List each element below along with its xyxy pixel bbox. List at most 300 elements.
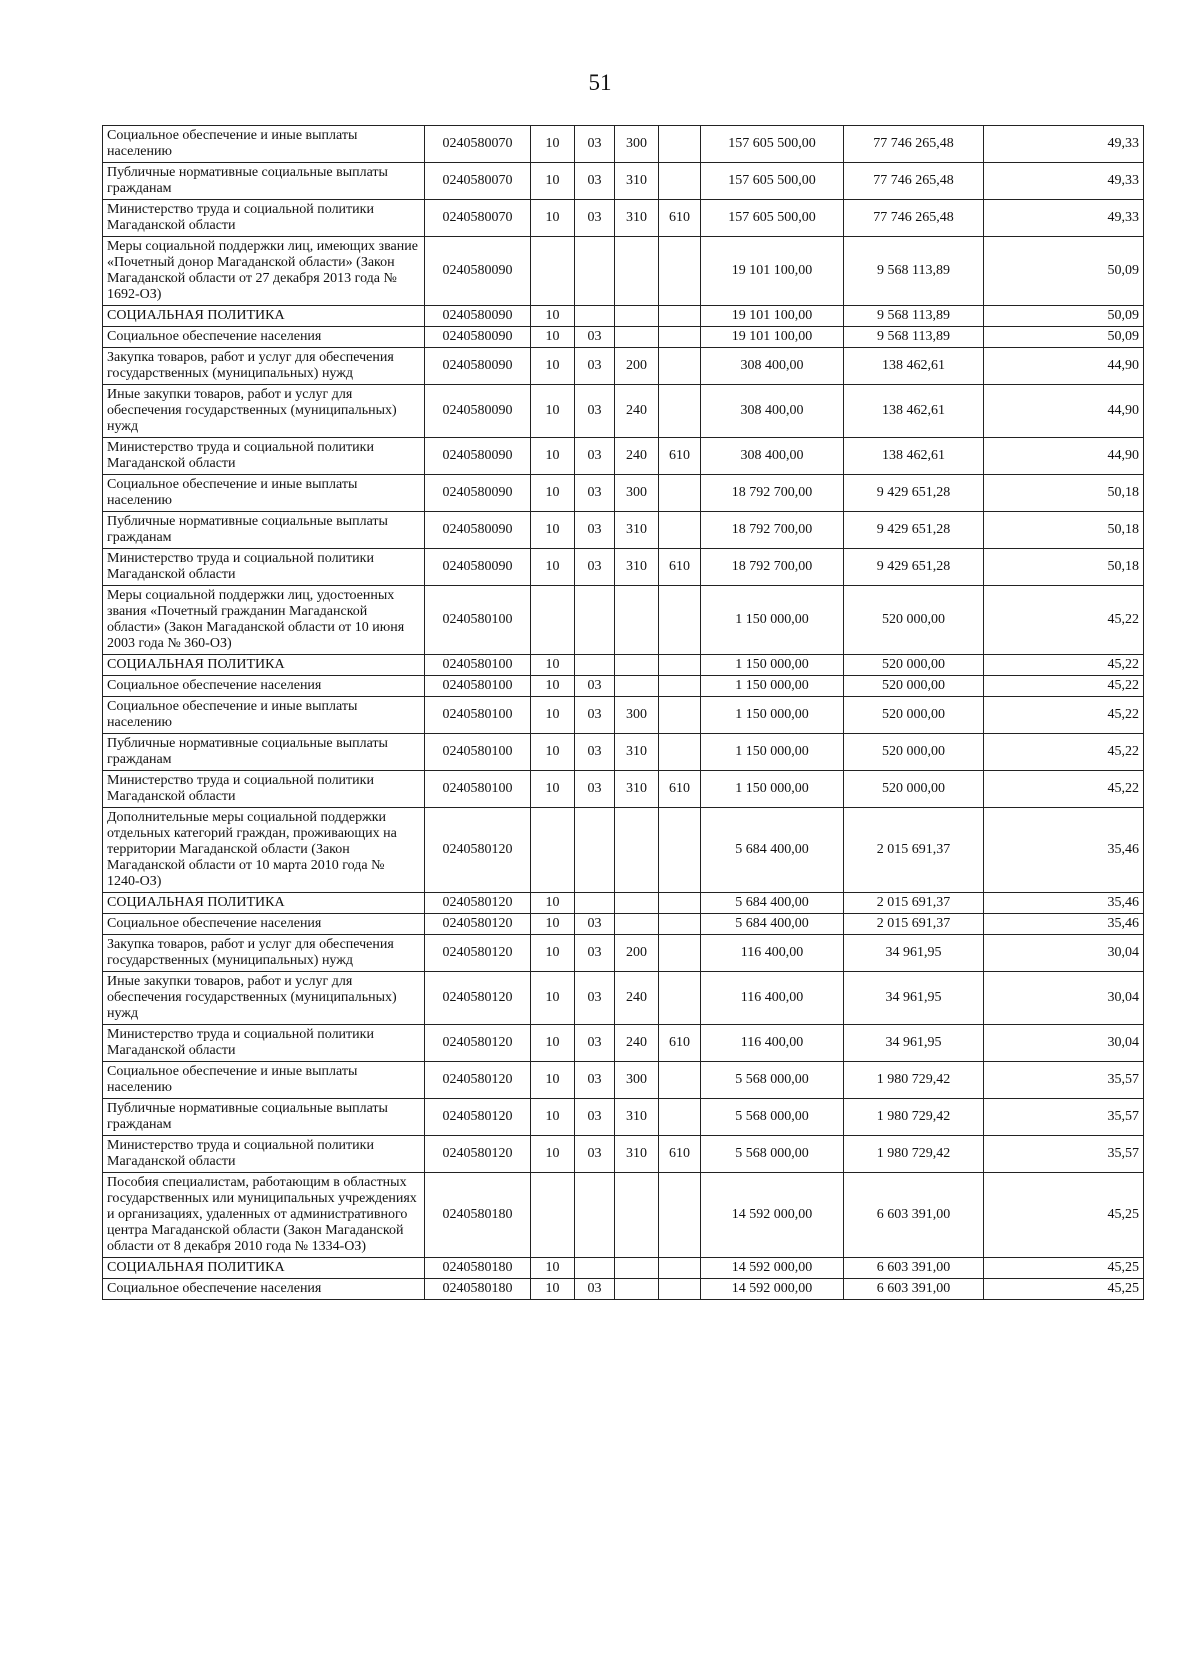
expense-type-code-cell: 200 [615,935,659,972]
subsection-code-cell: 03 [575,163,615,200]
table-row [103,893,1144,914]
target-article-code-cell: 0240580120 [425,914,531,935]
section-code-cell: 10 [531,914,575,935]
expenditure-name-cell: Министерство труда и социальной политики Магаданской области [103,1025,425,1062]
target-article-code-cell: 0240580100 [425,586,531,655]
table-row [103,1062,1144,1099]
expense-type-code-cell [615,676,659,697]
planned-amount-cell: 157 605 500,00 [701,200,844,237]
expenditure-name-cell: Иные закупки товаров, работ и услуг для обеспечения государственных (муниципальных) нужд [103,972,425,1025]
expenditure-name-cell: СОЦИАЛЬНАЯ ПОЛИТИКА [103,306,425,327]
administrator-code-cell [659,1279,701,1300]
planned-amount-cell: 5 568 000,00 [701,1136,844,1173]
section-code-cell [531,1173,575,1258]
target-article-code-cell: 0240580100 [425,655,531,676]
expenditure-name-cell: Министерство труда и социальной политики Магаданской области [103,549,425,586]
table-row [103,327,1144,348]
table-row [103,935,1144,972]
planned-amount-cell: 5 568 000,00 [701,1099,844,1136]
actual-amount-cell: 1 980 729,42 [844,1062,984,1099]
execution-percent-cell: 44,90 [984,385,1144,438]
expense-type-code-cell: 310 [615,1099,659,1136]
expense-type-code-cell: 300 [615,475,659,512]
expenditure-name-cell: Социальное обеспечение населения [103,327,425,348]
execution-percent-cell: 50,18 [984,549,1144,586]
execution-percent-cell: 35,46 [984,893,1144,914]
expenditure-name-cell: Меры социальной поддержки лиц, имеющих звание «Почетный донор Магаданской области» (Закон Магаданской области от 27 декабря 2013 года № 1692-ОЗ) [103,237,425,306]
expenditure-name-cell: Дополнительные меры социальной поддержки отдельных категорий граждан, проживающих на территории Магаданской области (Закон Магаданской области от 10 марта 2010 года № 1240-ОЗ) [103,808,425,893]
execution-percent-cell: 45,22 [984,586,1144,655]
table-row [103,734,1144,771]
expenditure-name-cell: Публичные нормативные социальные выплаты гражданам [103,1099,425,1136]
expenditure-name-cell: Публичные нормативные социальные выплаты гражданам [103,512,425,549]
expenditure-name-cell: Социальное обеспечение и иные выплаты населению [103,1062,425,1099]
table-row [103,1136,1144,1173]
actual-amount-cell: 2 015 691,37 [844,808,984,893]
execution-percent-cell: 50,18 [984,475,1144,512]
actual-amount-cell: 9 429 651,28 [844,475,984,512]
execution-percent-cell: 30,04 [984,935,1144,972]
target-article-code-cell: 0240580090 [425,237,531,306]
section-code-cell: 10 [531,475,575,512]
subsection-code-cell: 03 [575,385,615,438]
administrator-code-cell [659,972,701,1025]
actual-amount-cell: 520 000,00 [844,771,984,808]
expense-type-code-cell: 310 [615,549,659,586]
administrator-code-cell [659,935,701,972]
expense-type-code-cell: 310 [615,512,659,549]
expense-type-code-cell [615,306,659,327]
subsection-code-cell: 03 [575,771,615,808]
administrator-code-cell [659,1258,701,1279]
subsection-code-cell: 03 [575,200,615,237]
expenditure-name-cell: Социальное обеспечение населения [103,676,425,697]
expense-type-code-cell: 300 [615,697,659,734]
administrator-code-cell [659,914,701,935]
subsection-code-cell: 03 [575,512,615,549]
execution-percent-cell: 50,09 [984,306,1144,327]
target-article-code-cell: 0240580100 [425,734,531,771]
expense-type-code-cell [615,1258,659,1279]
section-code-cell: 10 [531,327,575,348]
expenditure-name-cell: СОЦИАЛЬНАЯ ПОЛИТИКА [103,893,425,914]
budget-execution-table [102,125,1144,1300]
administrator-code-cell: 610 [659,771,701,808]
table-row [103,306,1144,327]
administrator-code-cell [659,893,701,914]
subsection-code-cell: 03 [575,438,615,475]
section-code-cell: 10 [531,697,575,734]
subsection-code-cell: 03 [575,1279,615,1300]
execution-percent-cell: 35,57 [984,1099,1144,1136]
expense-type-code-cell [615,237,659,306]
section-code-cell: 10 [531,1025,575,1062]
target-article-code-cell: 0240580180 [425,1173,531,1258]
administrator-code-cell [659,697,701,734]
execution-percent-cell: 49,33 [984,163,1144,200]
section-code-cell: 10 [531,163,575,200]
actual-amount-cell: 138 462,61 [844,385,984,438]
expenditure-name-cell: Закупка товаров, работ и услуг для обеспечения государственных (муниципальных) нужд [103,348,425,385]
table-row [103,808,1144,893]
target-article-code-cell: 0240580090 [425,512,531,549]
planned-amount-cell: 1 150 000,00 [701,697,844,734]
planned-amount-cell: 14 592 000,00 [701,1173,844,1258]
execution-percent-cell: 50,09 [984,327,1144,348]
expenditure-name-cell: Министерство труда и социальной политики Магаданской области [103,1136,425,1173]
planned-amount-cell: 19 101 100,00 [701,306,844,327]
planned-amount-cell: 19 101 100,00 [701,327,844,348]
expenditure-name-cell: Министерство труда и социальной политики Магаданской области [103,200,425,237]
expense-type-code-cell [615,655,659,676]
subsection-code-cell: 03 [575,126,615,163]
actual-amount-cell: 77 746 265,48 [844,163,984,200]
target-article-code-cell: 0240580070 [425,200,531,237]
table-row [103,200,1144,237]
actual-amount-cell: 1 980 729,42 [844,1136,984,1173]
execution-percent-cell: 45,25 [984,1173,1144,1258]
subsection-code-cell [575,1173,615,1258]
section-code-cell: 10 [531,935,575,972]
subsection-code-cell [575,1258,615,1279]
expense-type-code-cell: 240 [615,438,659,475]
planned-amount-cell: 1 150 000,00 [701,655,844,676]
administrator-code-cell: 610 [659,438,701,475]
execution-percent-cell: 45,22 [984,655,1144,676]
administrator-code-cell [659,676,701,697]
subsection-code-cell: 03 [575,327,615,348]
execution-percent-cell: 35,57 [984,1136,1144,1173]
actual-amount-cell: 9 568 113,89 [844,327,984,348]
actual-amount-cell: 6 603 391,00 [844,1279,984,1300]
administrator-code-cell [659,808,701,893]
table-row [103,1279,1144,1300]
table-row [103,438,1144,475]
execution-percent-cell: 50,09 [984,237,1144,306]
execution-percent-cell: 45,22 [984,734,1144,771]
actual-amount-cell: 520 000,00 [844,655,984,676]
expense-type-code-cell [615,1173,659,1258]
actual-amount-cell: 34 961,95 [844,972,984,1025]
table-row [103,512,1144,549]
target-article-code-cell: 0240580120 [425,972,531,1025]
administrator-code-cell: 610 [659,549,701,586]
target-article-code-cell: 0240580120 [425,1136,531,1173]
administrator-code-cell: 610 [659,200,701,237]
expense-type-code-cell [615,327,659,348]
actual-amount-cell: 34 961,95 [844,1025,984,1062]
target-article-code-cell: 0240580180 [425,1258,531,1279]
table-row [103,348,1144,385]
administrator-code-cell: 610 [659,1136,701,1173]
execution-percent-cell: 44,90 [984,348,1144,385]
execution-percent-cell: 45,22 [984,697,1144,734]
expense-type-code-cell: 310 [615,1136,659,1173]
table-row [103,549,1144,586]
planned-amount-cell: 157 605 500,00 [701,163,844,200]
section-code-cell: 10 [531,734,575,771]
table-row [103,1025,1144,1062]
target-article-code-cell: 0240580070 [425,163,531,200]
actual-amount-cell: 6 603 391,00 [844,1258,984,1279]
section-code-cell: 10 [531,1062,575,1099]
planned-amount-cell: 116 400,00 [701,972,844,1025]
planned-amount-cell: 18 792 700,00 [701,475,844,512]
target-article-code-cell: 0240580070 [425,126,531,163]
expenditure-name-cell: Министерство труда и социальной политики Магаданской области [103,771,425,808]
execution-percent-cell: 35,46 [984,808,1144,893]
actual-amount-cell: 77 746 265,48 [844,200,984,237]
target-article-code-cell: 0240580180 [425,1279,531,1300]
actual-amount-cell: 1 980 729,42 [844,1099,984,1136]
execution-percent-cell: 45,25 [984,1258,1144,1279]
table-row [103,771,1144,808]
expense-type-code-cell: 300 [615,126,659,163]
expenditure-name-cell: Социальное обеспечение и иные выплаты населению [103,697,425,734]
subsection-code-cell: 03 [575,1062,615,1099]
target-article-code-cell: 0240580120 [425,808,531,893]
subsection-code-cell [575,808,615,893]
execution-percent-cell: 49,33 [984,200,1144,237]
planned-amount-cell: 116 400,00 [701,1025,844,1062]
expenditure-name-cell: Социальное обеспечение населения [103,914,425,935]
subsection-code-cell: 03 [575,1136,615,1173]
subsection-code-cell: 03 [575,734,615,771]
section-code-cell: 10 [531,348,575,385]
table-row [103,676,1144,697]
expense-type-code-cell: 310 [615,200,659,237]
expense-type-code-cell: 200 [615,348,659,385]
planned-amount-cell: 1 150 000,00 [701,586,844,655]
target-article-code-cell: 0240580090 [425,348,531,385]
actual-amount-cell: 77 746 265,48 [844,126,984,163]
subsection-code-cell: 03 [575,475,615,512]
planned-amount-cell: 18 792 700,00 [701,512,844,549]
section-code-cell [531,808,575,893]
expense-type-code-cell [615,808,659,893]
administrator-code-cell [659,1099,701,1136]
actual-amount-cell: 9 429 651,28 [844,549,984,586]
expense-type-code-cell: 240 [615,1025,659,1062]
expense-type-code-cell: 240 [615,972,659,1025]
planned-amount-cell: 1 150 000,00 [701,734,844,771]
actual-amount-cell: 138 462,61 [844,348,984,385]
administrator-code-cell [659,734,701,771]
target-article-code-cell: 0240580120 [425,1062,531,1099]
expense-type-code-cell [615,1279,659,1300]
execution-percent-cell: 30,04 [984,1025,1144,1062]
administrator-code-cell [659,655,701,676]
table-row [103,475,1144,512]
expense-type-code-cell: 310 [615,163,659,200]
expense-type-code-cell: 240 [615,385,659,438]
actual-amount-cell: 520 000,00 [844,586,984,655]
planned-amount-cell: 308 400,00 [701,348,844,385]
target-article-code-cell: 0240580120 [425,893,531,914]
administrator-code-cell [659,348,701,385]
section-code-cell: 10 [531,126,575,163]
section-code-cell: 10 [531,306,575,327]
subsection-code-cell: 03 [575,1099,615,1136]
table-row [103,1258,1144,1279]
planned-amount-cell: 308 400,00 [701,385,844,438]
table-row [103,237,1144,306]
expenditure-name-cell: Социальное обеспечение населения [103,1279,425,1300]
execution-percent-cell: 35,57 [984,1062,1144,1099]
section-code-cell: 10 [531,771,575,808]
table-row [103,586,1144,655]
target-article-code-cell: 0240580090 [425,306,531,327]
administrator-code-cell [659,126,701,163]
expenditure-name-cell: СОЦИАЛЬНАЯ ПОЛИТИКА [103,1258,425,1279]
planned-amount-cell: 5 568 000,00 [701,1062,844,1099]
execution-percent-cell: 45,25 [984,1279,1144,1300]
planned-amount-cell: 1 150 000,00 [701,676,844,697]
execution-percent-cell: 44,90 [984,438,1144,475]
section-code-cell: 10 [531,549,575,586]
execution-percent-cell: 45,22 [984,771,1144,808]
expenditure-name-cell: Социальное обеспечение и иные выплаты населению [103,126,425,163]
administrator-code-cell [659,1062,701,1099]
table-row [103,126,1144,163]
section-code-cell: 10 [531,200,575,237]
section-code-cell [531,237,575,306]
table-row [103,1099,1144,1136]
expenditure-name-cell: Публичные нормативные социальные выплаты гражданам [103,163,425,200]
table-body [103,126,1144,1300]
section-code-cell: 10 [531,1279,575,1300]
subsection-code-cell: 03 [575,348,615,385]
section-code-cell: 10 [531,676,575,697]
target-article-code-cell: 0240580120 [425,1099,531,1136]
expense-type-code-cell: 300 [615,1062,659,1099]
planned-amount-cell: 14 592 000,00 [701,1279,844,1300]
page-number: 51 [588,70,612,95]
section-code-cell: 10 [531,1258,575,1279]
expenditure-name-cell: Министерство труда и социальной политики Магаданской области [103,438,425,475]
administrator-code-cell [659,327,701,348]
section-code-cell: 10 [531,512,575,549]
expenditure-name-cell: Закупка товаров, работ и услуг для обеспечения государственных (муниципальных) нужд [103,935,425,972]
expenditure-name-cell: Иные закупки товаров, работ и услуг для обеспечения государственных (муниципальных) нужд [103,385,425,438]
target-article-code-cell: 0240580100 [425,676,531,697]
administrator-code-cell [659,512,701,549]
target-article-code-cell: 0240580100 [425,771,531,808]
table-row [103,914,1144,935]
actual-amount-cell: 520 000,00 [844,676,984,697]
expenditure-name-cell: Социальное обеспечение и иные выплаты населению [103,475,425,512]
target-article-code-cell: 0240580090 [425,549,531,586]
administrator-code-cell [659,475,701,512]
target-article-code-cell: 0240580120 [425,935,531,972]
table-row [103,972,1144,1025]
actual-amount-cell: 9 429 651,28 [844,512,984,549]
administrator-code-cell [659,586,701,655]
administrator-code-cell: 610 [659,1025,701,1062]
table-row [103,385,1144,438]
planned-amount-cell: 1 150 000,00 [701,771,844,808]
target-article-code-cell: 0240580090 [425,475,531,512]
section-code-cell: 10 [531,972,575,1025]
subsection-code-cell: 03 [575,1025,615,1062]
subsection-code-cell [575,237,615,306]
planned-amount-cell: 18 792 700,00 [701,549,844,586]
actual-amount-cell: 138 462,61 [844,438,984,475]
subsection-code-cell [575,655,615,676]
planned-amount-cell: 5 684 400,00 [701,893,844,914]
actual-amount-cell: 2 015 691,37 [844,893,984,914]
actual-amount-cell: 520 000,00 [844,734,984,771]
execution-percent-cell: 35,46 [984,914,1144,935]
section-code-cell: 10 [531,1136,575,1173]
actual-amount-cell: 9 568 113,89 [844,237,984,306]
subsection-code-cell [575,586,615,655]
expense-type-code-cell [615,893,659,914]
execution-percent-cell: 45,22 [984,676,1144,697]
subsection-code-cell: 03 [575,697,615,734]
actual-amount-cell: 2 015 691,37 [844,914,984,935]
expense-type-code-cell [615,586,659,655]
administrator-code-cell [659,163,701,200]
execution-percent-cell: 30,04 [984,972,1144,1025]
target-article-code-cell: 0240580120 [425,1025,531,1062]
administrator-code-cell [659,237,701,306]
subsection-code-cell [575,306,615,327]
planned-amount-cell: 19 101 100,00 [701,237,844,306]
execution-percent-cell: 50,18 [984,512,1144,549]
actual-amount-cell: 6 603 391,00 [844,1173,984,1258]
subsection-code-cell [575,893,615,914]
subsection-code-cell: 03 [575,914,615,935]
subsection-code-cell: 03 [575,972,615,1025]
target-article-code-cell: 0240580090 [425,327,531,348]
actual-amount-cell: 520 000,00 [844,697,984,734]
execution-percent-cell: 49,33 [984,126,1144,163]
planned-amount-cell: 157 605 500,00 [701,126,844,163]
subsection-code-cell: 03 [575,935,615,972]
target-article-code-cell: 0240580090 [425,385,531,438]
expense-type-code-cell: 310 [615,771,659,808]
planned-amount-cell: 308 400,00 [701,438,844,475]
table-row [103,163,1144,200]
section-code-cell: 10 [531,385,575,438]
target-article-code-cell: 0240580090 [425,438,531,475]
planned-amount-cell: 5 684 400,00 [701,808,844,893]
planned-amount-cell: 116 400,00 [701,935,844,972]
administrator-code-cell [659,385,701,438]
expense-type-code-cell [615,914,659,935]
target-article-code-cell: 0240580100 [425,697,531,734]
administrator-code-cell [659,306,701,327]
expenditure-name-cell: Пособия специалистам, работающим в областных государственных или муниципальных учреждениях и организациях, удаленных от административного центра Магаданской области (Закон Магаданской области от 8 декабря 2010 года № 1334-ОЗ) [103,1173,425,1258]
subsection-code-cell: 03 [575,549,615,586]
section-code-cell: 10 [531,655,575,676]
subsection-code-cell: 03 [575,676,615,697]
expenditure-name-cell: Меры социальной поддержки лиц, удостоенных звания «Почетный гражданин Магаданской области» (Закон Магаданской области от 10 июня 2003 года № 360-ОЗ) [103,586,425,655]
planned-amount-cell: 5 684 400,00 [701,914,844,935]
table-row [103,655,1144,676]
actual-amount-cell: 9 568 113,89 [844,306,984,327]
expenditure-name-cell: Публичные нормативные социальные выплаты гражданам [103,734,425,771]
section-code-cell: 10 [531,893,575,914]
section-code-cell [531,586,575,655]
section-code-cell: 10 [531,438,575,475]
section-code-cell: 10 [531,1099,575,1136]
expense-type-code-cell: 310 [615,734,659,771]
planned-amount-cell: 14 592 000,00 [701,1258,844,1279]
table-row [103,1173,1144,1258]
administrator-code-cell [659,1173,701,1258]
